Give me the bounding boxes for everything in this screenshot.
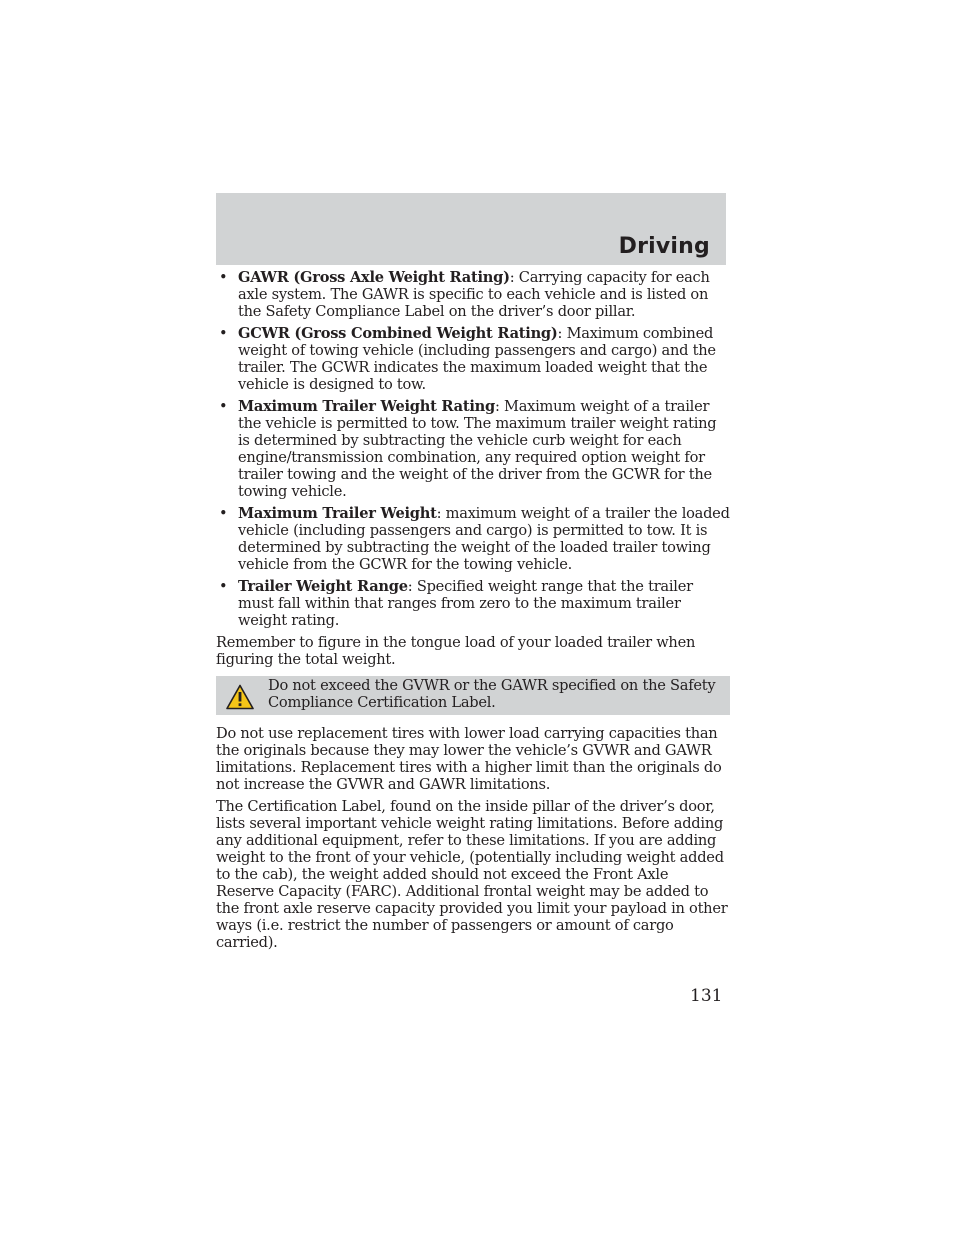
definition-term: Maximum Trailer Weight Rating (238, 398, 495, 415)
paragraph-certification-label: The Certification Label, found on the inside pillar of the driver’s door, lists several important vehicle weight rating limitations. Before adding any additional equipment, refer to these limitations. If you are adding weight to the front of your vehicle, (potentially including weight added to the cab), the weight added should not exceed the Front Axle Reserve Capacity (FARC). Additional frontal weight may be added to the front axle reserve capacity provided you limit your payload in other ways (i.e. restrict the number of passengers or amount of cargo carried). (216, 798, 728, 951)
definition-text: : maximum weight of a trailer the loaded vehicle (including passengers and cargo) is permitted to tow. It is determined by subtracting the weight of the loaded trailer towing vehicle from the GCWR for the towing vehicle. (238, 505, 730, 573)
bullet-point: • (219, 578, 228, 595)
warning-triangle-icon (226, 684, 254, 710)
page-content (216, 269, 730, 956)
definition-text: : Maximum weight of a trailer the vehicle is permitted to tow. The maximum trailer weight rating is determined by subtracting the vehicle curb weight for each engine/transmission combination, any required option weight for trailer towing and the weight of the driver from the GCWR for the towing vehicle. (238, 398, 717, 500)
definition-text: : Carrying capacity for each axle system. The GAWR is specific to each vehicle and is listed on the Safety Compliance Label on the driver’s door pillar. (238, 269, 710, 320)
bullet-point: • (219, 269, 228, 286)
definition-gawr (216, 269, 730, 320)
section-title: Driving (618, 234, 710, 259)
definition-term: Maximum Trailer Weight (238, 505, 437, 522)
definition-text: : Specified weight range that the trailer must fall within that ranges from zero to the maximum trailer weight rating. (238, 578, 693, 629)
paragraph-replacement-tires: Do not use replacement tires with lower load carrying capacities than the originals because they may lower the vehicle’s GVWR and GAWR limitations. Replacement tires with a higher limit than the originals do not increase the GVWR and GAWR limitations. (216, 725, 722, 793)
paragraph-tongue-load: Remember to figure in the tongue load of your loaded trailer when figuring the total weight. (216, 634, 696, 668)
warning-box (216, 676, 730, 715)
warning-text: Do not exceed the GVWR or the GAWR specified on the Safety Compliance Certification Label. (268, 677, 716, 711)
definition-text: : Maximum combined weight of towing vehicle (including passengers and cargo) and the trailer. The GCWR indicates the maximum loaded weight that the vehicle is designed to tow. (238, 325, 716, 393)
page-number: 131 (690, 986, 723, 1006)
definition-max-trailer-weight (216, 505, 730, 573)
definition-gcwr (216, 325, 730, 393)
section-header-band (216, 193, 726, 265)
bullet-point: • (219, 325, 228, 342)
bullet-point: • (219, 505, 228, 522)
bullet-point: • (219, 398, 228, 415)
definition-trailer-weight-range (216, 578, 730, 629)
definition-term: Trailer Weight Range (238, 578, 408, 595)
definition-term: GCWR (Gross Combined Weight Rating) (238, 325, 558, 342)
definition-term: GAWR (Gross Axle Weight Rating) (238, 269, 510, 286)
definition-max-trailer-weight-rating (216, 398, 730, 500)
